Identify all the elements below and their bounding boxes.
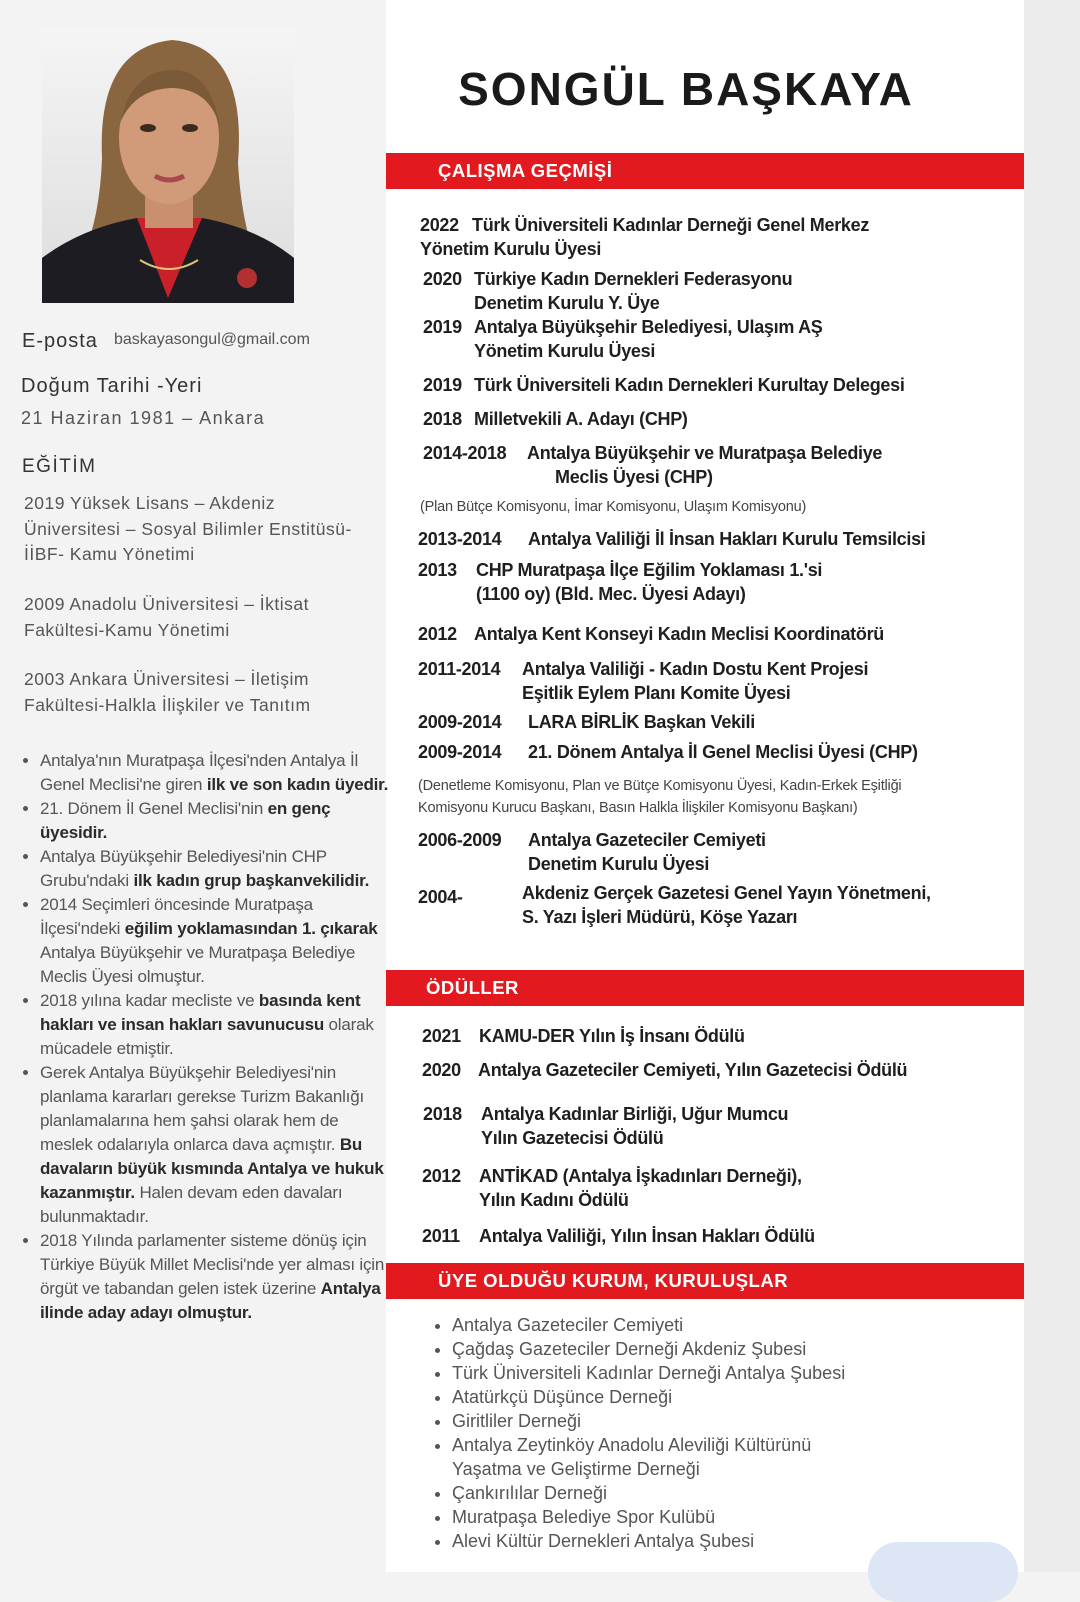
- memberships-list: [428, 1313, 872, 1553]
- education-item: 2003 Ankara Üniversitesi – İletişim Fakültesi-Halkla İlişkiler ve Tanıtım: [24, 669, 311, 715]
- list-item: • Alevi Kültür Dernekleri Antalya Şubesi: [452, 1529, 872, 1553]
- email-label: E-posta: [22, 330, 98, 352]
- section-header-awards: ÖDÜLLER: [386, 970, 1024, 1006]
- list-item: • Antalya Zeytinköy Anadolu Aleviliği Kültürünü Yaşatma ve Geliştirme Derneği: [452, 1433, 872, 1481]
- list-item: • 2014 Seçimleri öncesinde Muratpaşa İlçesi'ndeki eğilim yoklamasından 1. çıkarak Antalya Büyükşehir ve Muratpaşa Belediye Meclis Üyesi olmuştur.: [40, 893, 390, 989]
- section-header-memberships: ÜYE OLDUĞU KURUM, KURULUŞLAR: [386, 1263, 1024, 1299]
- list-item: • Antalya Büyükşehir Belediyesi'nin CHP Grubu'ndaki ilk kadın grup başkanvekilidir.: [40, 845, 390, 893]
- list-item: • Antalya Gazeteciler Cemiyeti: [452, 1313, 872, 1337]
- list-item: • Atatürkçü Düşünce Derneği: [452, 1385, 872, 1409]
- profile-photo: [42, 28, 294, 303]
- list-item: • Çankırılılar Derneği: [452, 1481, 872, 1505]
- list-item: • Gerek Antalya Büyükşehir Belediyesi'nin planlama kararları gerekse Turizm Bakanlığı planlamalarına hem şahsi olarak hem de meslek odalarıyla onlarca dava açmıştır. Bu davaların büyük kısmında Antalya ve hukuk kazanmıştır. Halen devam eden davaları bulunmaktadır.: [40, 1061, 390, 1229]
- highlights-list: [16, 749, 390, 1325]
- email-value[interactable]: baskayasongul@gmail.com: [114, 331, 310, 348]
- education-title: EĞİTİM: [22, 456, 97, 477]
- floating-button[interactable]: [868, 1542, 1018, 1602]
- education-item: 2009 Anadolu Üniversitesi – İktisat Fakültesi-Kamu Yönetimi: [24, 594, 310, 640]
- committee-note: Komisyonu Kurucu Başkanı, Basın Halkla İlişkiler Komisyonu Başkanı): [418, 800, 858, 816]
- section-header-work: ÇALIŞMA GEÇMİŞİ: [386, 153, 1024, 189]
- page-edge: [1024, 0, 1080, 1572]
- birth-value: 21 Haziran 1981 – Ankara: [21, 408, 266, 428]
- list-item: • Antalya'nın Muratpaşa İlçesi'nden Antalya İl Genel Meclisi'ne giren ilk ve son kadın üyedir.: [40, 749, 390, 797]
- committee-note: (Denetleme Komisyonu, Plan ve Bütçe Komisyonu Üyesi, Kadın-Erkek Eşitliği: [418, 778, 902, 794]
- education-item: 2019 Yüksek Lisans – Akdeniz Üniversitesi – Sosyal Bilimler Enstitüsü- İİBF- Kamu Yönetimi: [24, 493, 352, 564]
- birth-label: Doğum Tarihi -Yeri: [21, 375, 203, 397]
- list-item: • Muratpaşa Belediye Spor Kulübü: [452, 1505, 872, 1529]
- list-item: • 21. Dönem İl Genel Meclisi'nin en genç üyesidir.: [40, 797, 390, 845]
- list-item: • 2018 Yılında parlamenter sisteme dönüş için Türkiye Büyük Millet Meclisi'nde yer alması için örgüt ve tabandan gelen istek üzerine Antalya ilinde aday adayı olmuştur.: [40, 1229, 390, 1325]
- list-item: • Türk Üniversiteli Kadınlar Derneği Antalya Şubesi: [452, 1361, 872, 1385]
- committee-note: (Plan Bütçe Komisyonu, İmar Komisyonu, Ulaşım Komisyonu): [420, 499, 807, 515]
- list-item: • Çağdaş Gazeteciler Derneği Akdeniz Şubesi: [452, 1337, 872, 1361]
- list-item: • 2018 yılına kadar mecliste ve basında kent hakları ve insan hakları savunucusu olarak mücadele etmiştir.: [40, 989, 390, 1061]
- page-title: SONGÜL BAŞKAYA: [458, 63, 914, 115]
- list-item: • Giritliler Derneği: [452, 1409, 872, 1433]
